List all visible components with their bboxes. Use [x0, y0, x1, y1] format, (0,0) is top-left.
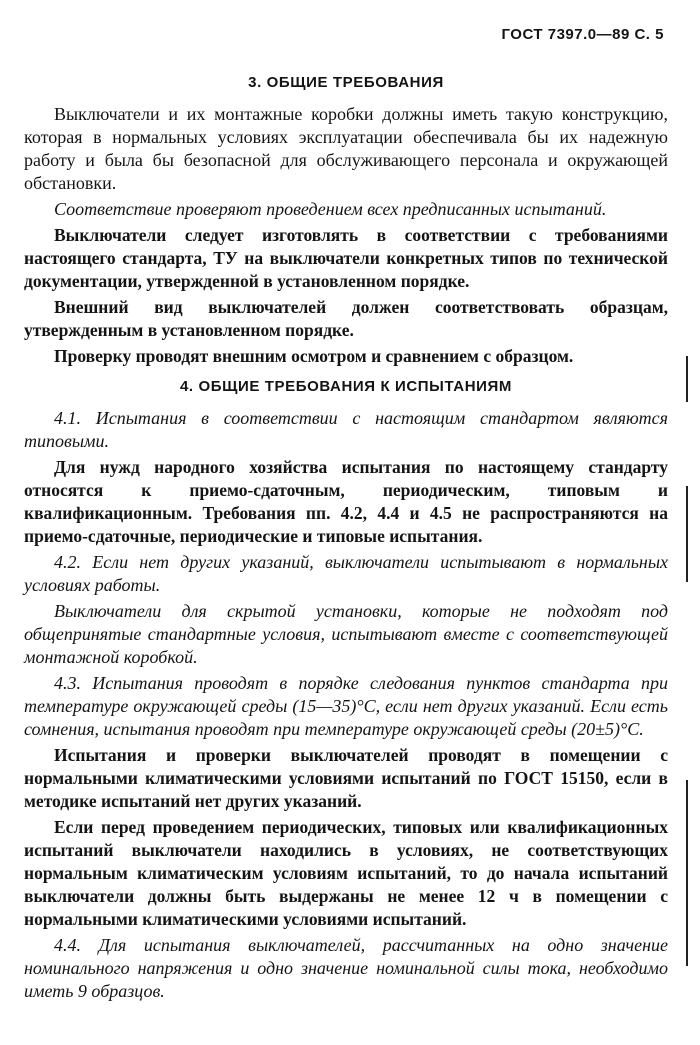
section-4-paragraph-8: 4.4. Для испытания выключателей, рассчитанных на одно значение номинального напряжения и одно значение номинальной силы тока, необходимо иметь 9 образцов.: [24, 935, 668, 1001]
section-4-paragraph-5: 4.3. Испытания проводят в порядке следования пунктов стандарта при температуре окружающей среды (15—35)°С, если нет других указаний. Если есть сомнения, испытания проводят при температуре окружающей среды (20±5)°С.: [24, 673, 668, 739]
section-3-heading: 3. ОБЩИЕ ТРЕБОВАНИЯ: [248, 74, 444, 91]
section-3-paragraph-4: Внешний вид выключателей должен соответствовать образцам, утвержденным в установленном порядке.: [24, 297, 668, 340]
section-3-paragraph-3: Выключатели следует изготовлять в соответствии с требованиями настоящего стандарта, ТУ на выключатели конкретных типов по технической документации, утвержденной в установленном порядке.: [24, 225, 668, 291]
document-body: [24, 64, 668, 1006]
section-4-paragraph-7: Если перед проведением периодических, типовых или квалификационных испытаний выключатели находились в условиях, не соответствующих нормальным климатическим условиям испытаний, то до начала испытаний выключатели должны быть выдержаны не менее 12 ч в помещении с нормальными климатическими условиями испытаний.: [24, 817, 668, 929]
change-bar-mark: [686, 486, 688, 582]
section-3-paragraph-1: Выключатели и их монтажные коробки должны иметь такую конструкцию, которая в нормальных условиях эксплуатации обеспечивала бы их надежную работу и была бы безопасной для обслуживающего персонала и окружающей обстановки.: [24, 104, 668, 193]
section-3-paragraph-2: Соответствие проверяют проведением всех предписанных испытаний.: [54, 199, 607, 219]
section-4-paragraph-6: Испытания и проверки выключателей проводят в помещении с нормальными климатическими условиями испытаний по ГОСТ 15150, если в методике испытаний нет других указаний.: [24, 745, 668, 811]
section-4-heading: 4. ОБЩИЕ ТРЕБОВАНИЯ К ИСПЫТАНИЯМ: [179, 378, 512, 395]
section-4-paragraph-4: Выключатели для скрытой установки, которые не подходят под общепринятые стандартные условия, испытывают вместе с соответствующей монтажной коробкой.: [24, 601, 668, 667]
section-4-paragraph-3: 4.2. Если нет других указаний, выключатели испытывают в нормальных условиях работы.: [24, 552, 668, 595]
change-bar-mark: [686, 780, 688, 966]
section-4-paragraph-2: Для нужд народного хозяйства испытания по настоящему стандарту относятся к приемо-сдаточным, периодическим, типовым и квалификационным. Требования пп. 4.2, 4.4 и 4.5 не распространяются на приемо-сдаточные, периодические и типовые испытания.: [24, 457, 668, 546]
page-header: ГОСТ 7397.0—89 С. 5: [501, 26, 664, 43]
section-3-paragraph-5: Проверку проводят внешним осмотром и сравнением с образцом.: [54, 346, 574, 366]
section-4-paragraph-1: 4.1. Испытания в соответствии с настоящим стандартом являются типовыми.: [24, 408, 668, 451]
change-bar-mark: [686, 356, 688, 402]
